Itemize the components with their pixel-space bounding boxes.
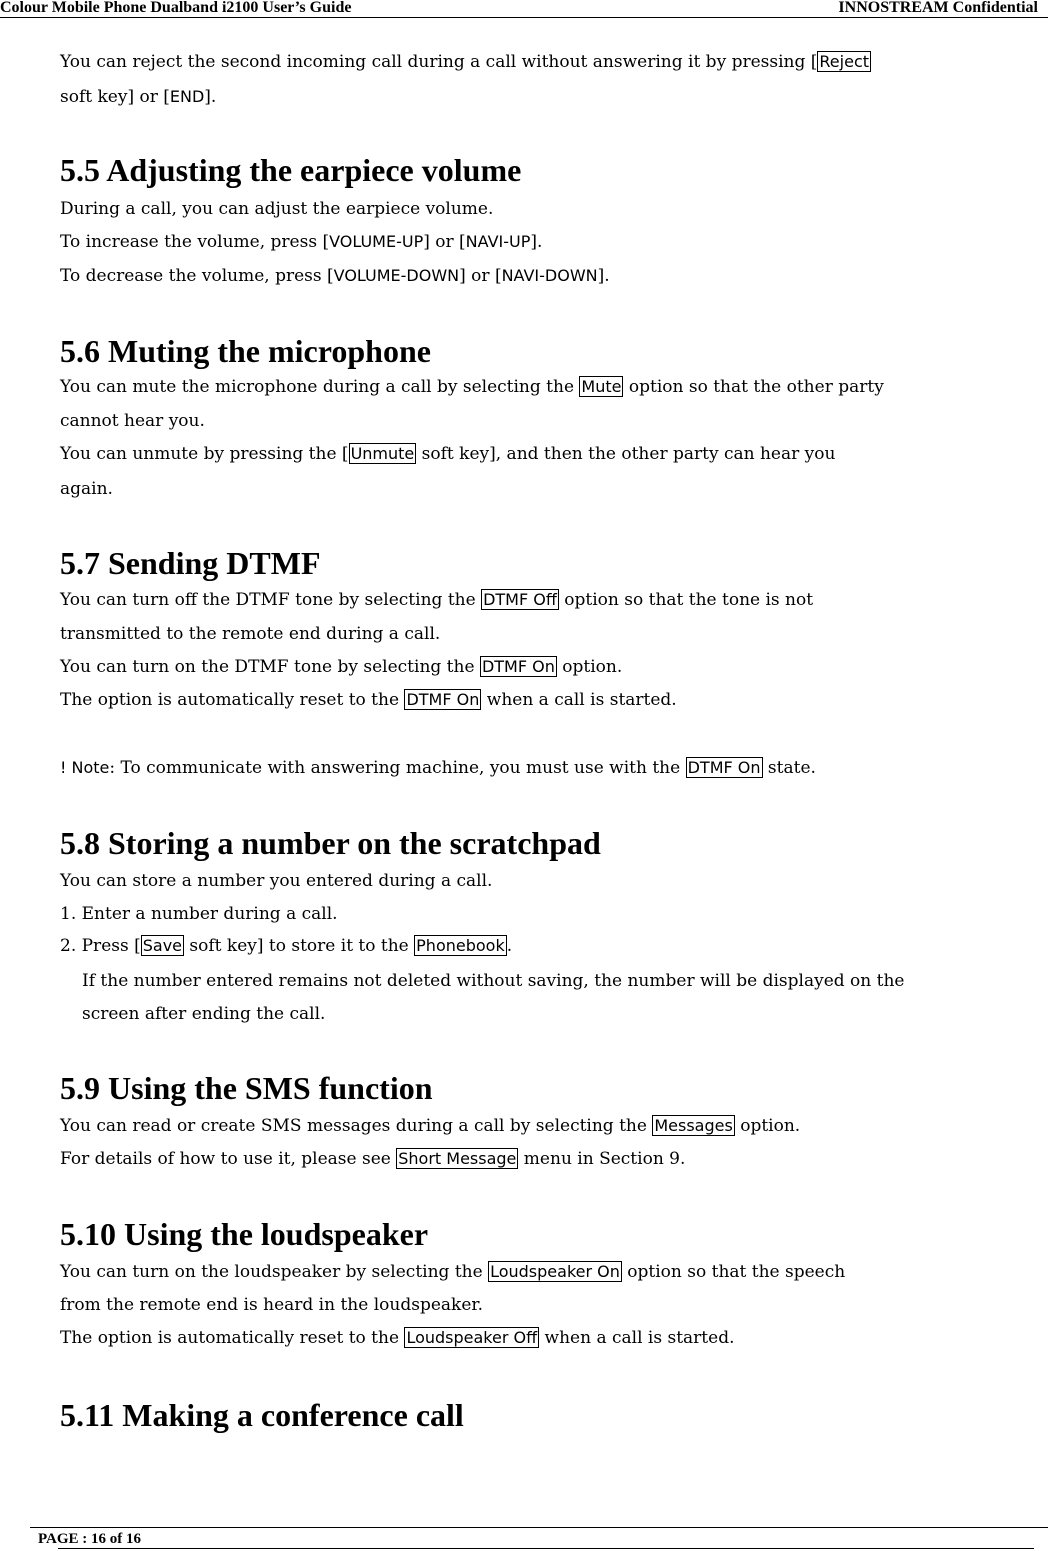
s59-line-2: For details of how to use it, please see Short Message menu in Section 9.	[60, 1149, 686, 1169]
section-heading-5-9: 5.9 Using the SMS function	[60, 1070, 433, 1106]
s58-line-1: You can store a number you entered during a call.	[60, 871, 493, 891]
s58-line-3: 2. Press [ Save soft key] to store it to the Phonebook .	[60, 936, 513, 956]
footer-rule-top	[30, 1527, 1048, 1528]
navi-up-key: NAVI-UP	[465, 232, 531, 251]
section-heading-5-7: 5.7 Sending DTMF	[60, 545, 321, 581]
header-doc-title: Colour Mobile Phone Dualband i2100 User’s Guide	[0, 0, 352, 16]
footer-page-number: PAGE : 16 of 16	[38, 1531, 142, 1547]
section-heading-5-6: 5.6 Muting the microphone	[60, 333, 431, 369]
intro-line-2: soft key] or [END].	[60, 87, 217, 107]
section-heading-5-11: 5.11 Making a conference call	[60, 1397, 464, 1433]
short-message-menu-label: Short Message	[398, 1149, 517, 1168]
s57-line-3: You can turn on the DTMF tone by selecting the DTMF On option.	[60, 657, 623, 677]
s510-line-1: You can turn on the loudspeaker by selecting the Loudspeaker On option so that the speech	[60, 1262, 846, 1282]
s56-line-3: You can unmute by pressing the [ Unmute soft key], and then the other party can hear you	[60, 444, 836, 464]
dtmf-on-option-label: DTMF On	[481, 657, 555, 676]
navi-down-key: NAVI-DOWN	[501, 266, 598, 285]
s510-line-3: The option is automatically reset to the Loudspeaker Off when a call is started.	[60, 1328, 735, 1348]
dtmf-on-option-label: DTMF On	[406, 690, 480, 709]
save-softkey-label: Save	[142, 936, 183, 955]
note-label: ! Note	[60, 758, 110, 777]
section-heading-5-8: 5.8 Storing a number on the scratchpad	[60, 825, 601, 861]
section-heading-5-10: 5.10 Using the loudspeaker	[60, 1216, 429, 1252]
s58-line-5: screen after ending the call.	[82, 1004, 326, 1024]
unmute-softkey-label: Unmute	[350, 444, 415, 463]
s58-line-2: 1. Enter a number during a call.	[60, 904, 338, 924]
volume-up-key: VOLUME-UP	[329, 232, 424, 251]
messages-option-label: Messages	[654, 1116, 733, 1135]
s510-line-2: from the remote end is heard in the loudspeaker.	[60, 1295, 484, 1315]
s59-line-1: You can read or create SMS messages during a call by selecting the Messages option.	[60, 1116, 801, 1136]
dtmf-off-option-label: DTMF Off	[483, 590, 557, 609]
s57-line-4: The option is automatically reset to the DTMF On when a call is started.	[60, 690, 677, 710]
volume-down-key: VOLUME-DOWN	[333, 266, 460, 285]
intro-line-1: You can reject the second incoming call during a call without answering it by pressing [ Reject	[60, 52, 870, 72]
loudspeaker-off-option-label: Loudspeaker Off	[406, 1328, 538, 1347]
s57-line-2: transmitted to the remote end during a call.	[60, 624, 441, 644]
s57-note: ! Note: To communicate with answering machine, you must use with the DTMF On state.	[60, 758, 816, 778]
s58-line-4: If the number entered remains not deleted without saving, the number will be displayed on the	[82, 971, 905, 991]
dtmf-on-option-label: DTMF On	[687, 758, 761, 777]
s56-line-4: again.	[60, 479, 113, 499]
reject-softkey-label: Reject	[819, 52, 870, 71]
s55-line-3: To decrease the volume, press [VOLUME-DOWN] or [NAVI-DOWN].	[60, 266, 610, 286]
loudspeaker-on-option-label: Loudspeaker On	[490, 1262, 620, 1281]
page-header	[0, 0, 1048, 18]
end-key-label: END	[169, 87, 205, 106]
s55-line-1: During a call, you can adjust the earpiece volume.	[60, 199, 494, 219]
s56-line-1: You can mute the microphone during a call by selecting the Mute option so that the other party	[60, 377, 884, 397]
header-confidential: INNOSTREAM Confidential	[838, 0, 1038, 16]
footer-rule-bottom	[58, 1548, 1034, 1549]
phonebook-menu-label: Phonebook	[416, 936, 505, 955]
s56-line-2: cannot hear you.	[60, 411, 205, 431]
s55-line-2: To increase the volume, press [VOLUME-UP] or [NAVI-UP].	[60, 232, 543, 252]
s57-line-1: You can turn off the DTMF tone by selecting the DTMF Off option so that the tone is not	[60, 590, 814, 610]
mute-option-label: Mute	[581, 377, 622, 396]
section-heading-5-5: 5.5 Adjusting the earpiece volume	[60, 152, 522, 188]
